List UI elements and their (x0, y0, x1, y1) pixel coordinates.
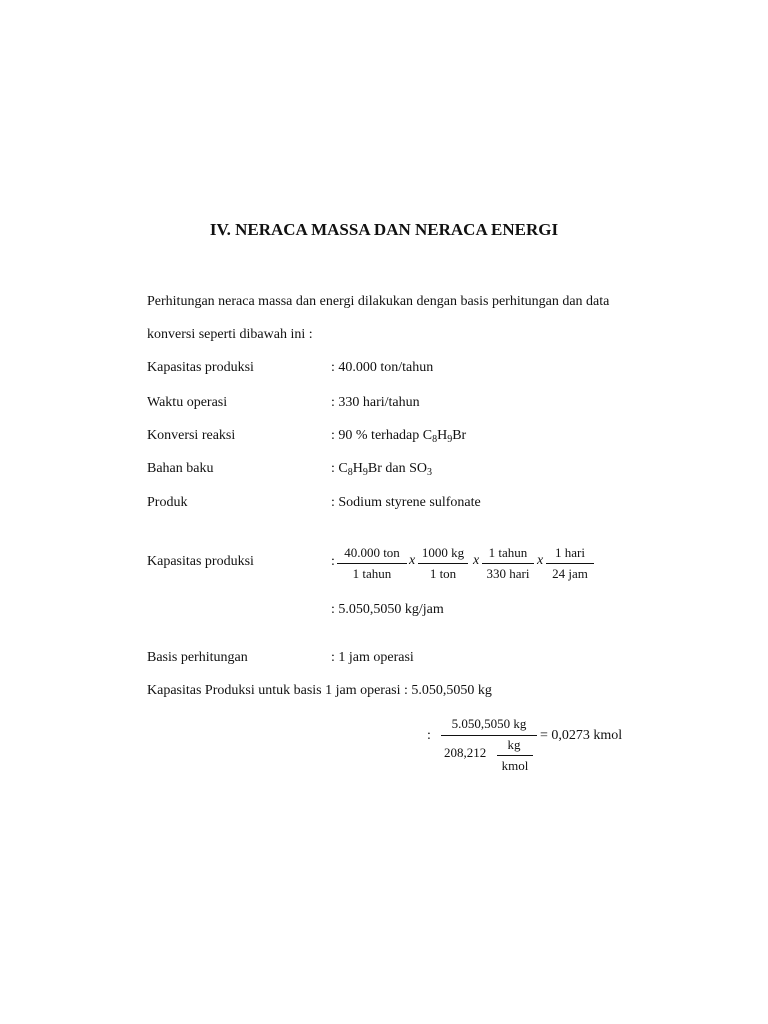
basis-value: : 1 jam operasi (331, 650, 414, 665)
calc1-times-1: x (409, 553, 416, 568)
calc1-fraction-4 (546, 545, 594, 582)
calc1-fraction-1-den: 1 tahun (352, 566, 392, 581)
calc1-fraction-1 (337, 545, 407, 582)
spec-label-produk: Produk (147, 495, 188, 510)
intro-line-1: Perhitungan neraca massa dan energi dilakukan dengan basis perhitungan dan data (147, 294, 610, 309)
calc1-times-3: x (537, 553, 544, 568)
spec-label-kapasitas: Kapasitas produksi (147, 360, 254, 375)
spec-label-bahan-baku: Bahan baku (147, 461, 214, 476)
calc2-denominator-unit-den: kmol (501, 758, 529, 773)
spec-value-bahan-baku: : $C_8H_9Br$ dan $SO_3$ (331, 461, 432, 478)
spec-value-produk: : Sodium styrene sulfonate (331, 495, 481, 510)
calc1-fraction-3 (482, 545, 534, 582)
calc2-denominator-unit-num: kg (507, 737, 521, 752)
calc1-fraction-1-num: 40.000 ton (337, 545, 407, 564)
basis-capacity-line: Kapasitas Produksi untuk basis 1 jam operasi : 5.050,5050 kg (147, 683, 492, 698)
basis-label: Basis perhitungan (147, 650, 248, 665)
calc1-result: : 5.050,5050 kg/jam (331, 602, 444, 617)
spec-value-waktu: : 330 hari/tahun (331, 395, 420, 410)
calc2-numerator: 5.050,5050 kg (451, 716, 527, 731)
calc1-fraction-2 (418, 545, 468, 582)
calc1-fraction-3-den: 330 hari (486, 566, 530, 581)
calc2-main-fraction-bar (441, 735, 537, 736)
calc2-denominator-value: 208,212 (444, 745, 487, 760)
calc1-times-2: x (473, 553, 480, 568)
calc1-label: Kapasitas produksi (147, 554, 254, 569)
calc1-fraction-2-num: 1000 kg (418, 545, 468, 564)
spec-value-kapasitas: : 40.000 ton/tahun (331, 360, 434, 375)
page-title: IV. NERACA MASSA DAN NERACA ENERGI (209, 220, 559, 239)
calc2-unit-fraction-bar (497, 755, 533, 756)
calc1-fraction-3-num: 1 tahun (482, 545, 534, 564)
calc1-fraction-2-den: 1 ton (429, 566, 457, 581)
spec-value-konversi: : 90 % terhadap $C_8H_9Br$ (331, 428, 467, 445)
calc1-colon: : (331, 554, 335, 569)
calc1-fraction-4-num: 1 hari (546, 545, 594, 564)
calc2-result: = 0,0273 kmol (540, 728, 623, 743)
calc2-colon: : (427, 728, 431, 743)
spec-label-waktu: Waktu operasi (147, 395, 228, 410)
calc1-fraction-4-den: 24 jam (552, 566, 588, 581)
spec-label-konversi: Konversi reaksi (147, 428, 236, 443)
intro-line-2: konversi seperti dibawah ini : (147, 327, 313, 342)
